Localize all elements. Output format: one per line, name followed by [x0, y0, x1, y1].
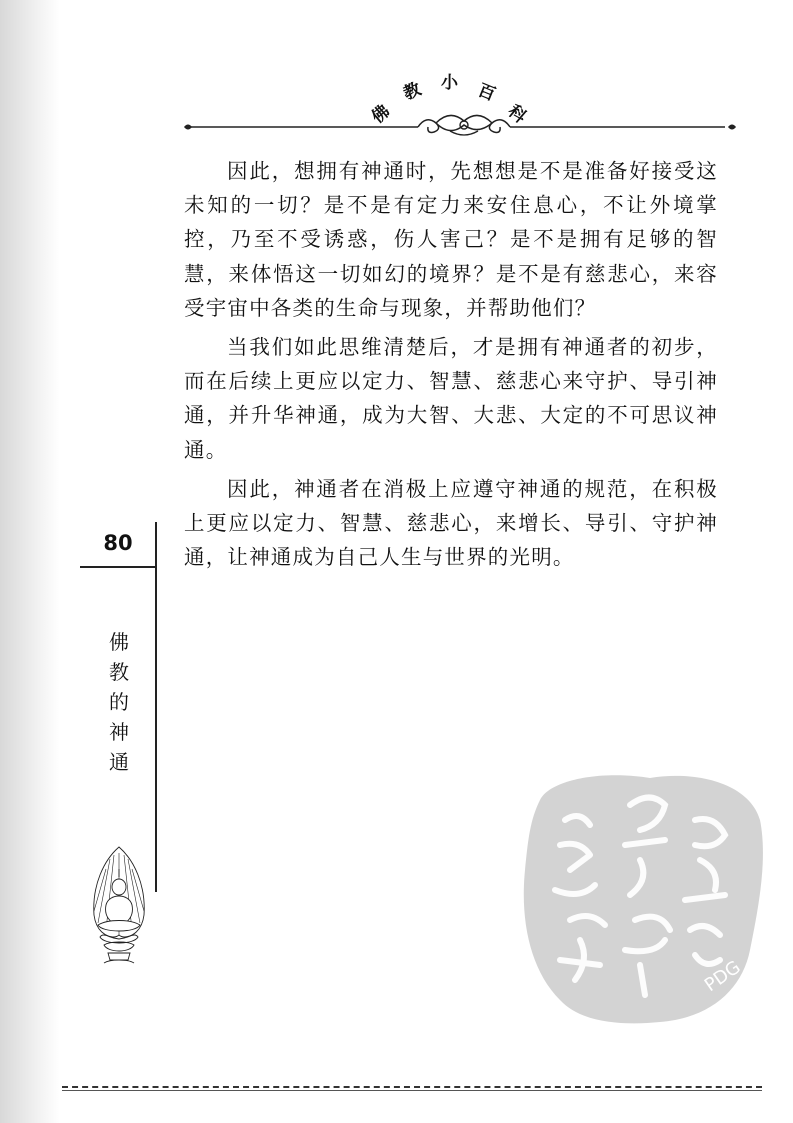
scroll-ornament-icon — [180, 58, 740, 138]
seal-stamp-icon — [510, 760, 770, 1030]
seal-text: PDG — [700, 956, 745, 997]
side-title-char: 佛 — [109, 630, 129, 654]
page-number-rule — [80, 566, 156, 568]
running-head-char: 百 — [474, 80, 499, 106]
paragraph: 当我们如此思维清楚后，才是拥有神通者的初步，而在后续上更应以定力、智慧、慈悲心来守护、导引神通，并升华神通，成为大智、大悲、大定的不可思议神通。 — [184, 335, 718, 462]
side-title-char: 教 — [109, 660, 129, 684]
running-head-char: 小 — [441, 73, 458, 93]
body-text — [184, 154, 718, 579]
page-number: 80 — [103, 531, 133, 555]
paragraph: 因此，想拥有神通时，先想想是不是准备好接受这未知的一切？是不是有定力来安住息心，不让外境掌控，乃至不受诱惑，伤人害己？是不是拥有足够的智慧，来体悟这一切如幻的境界？是不是有慈悲心，来容受宇宙中各类的生命与现象，并帮助他们？ — [184, 159, 718, 320]
side-title-char: 神 — [109, 720, 129, 744]
page-edge-shadow — [0, 0, 60, 1123]
side-book-title — [104, 627, 134, 777]
running-head-char: 佛 — [368, 101, 395, 128]
margin-vertical-rule — [155, 522, 157, 892]
buddha-lotus-icon — [84, 845, 154, 970]
running-head — [180, 58, 740, 138]
running-head-char: 教 — [400, 79, 425, 105]
footer-rule — [62, 1086, 762, 1088]
side-title-char: 的 — [109, 690, 129, 714]
footer-rule-thin — [62, 1090, 762, 1091]
running-head-char: 科 — [503, 101, 530, 128]
side-title-char: 通 — [109, 750, 129, 774]
paragraph: 因此，神通者在消极上应遵守神通的规范，在积极上更应以定力、智慧、慈悲心，来增长、导引、守护神通，让神通成为自己人生与世界的光明。 — [184, 476, 718, 570]
